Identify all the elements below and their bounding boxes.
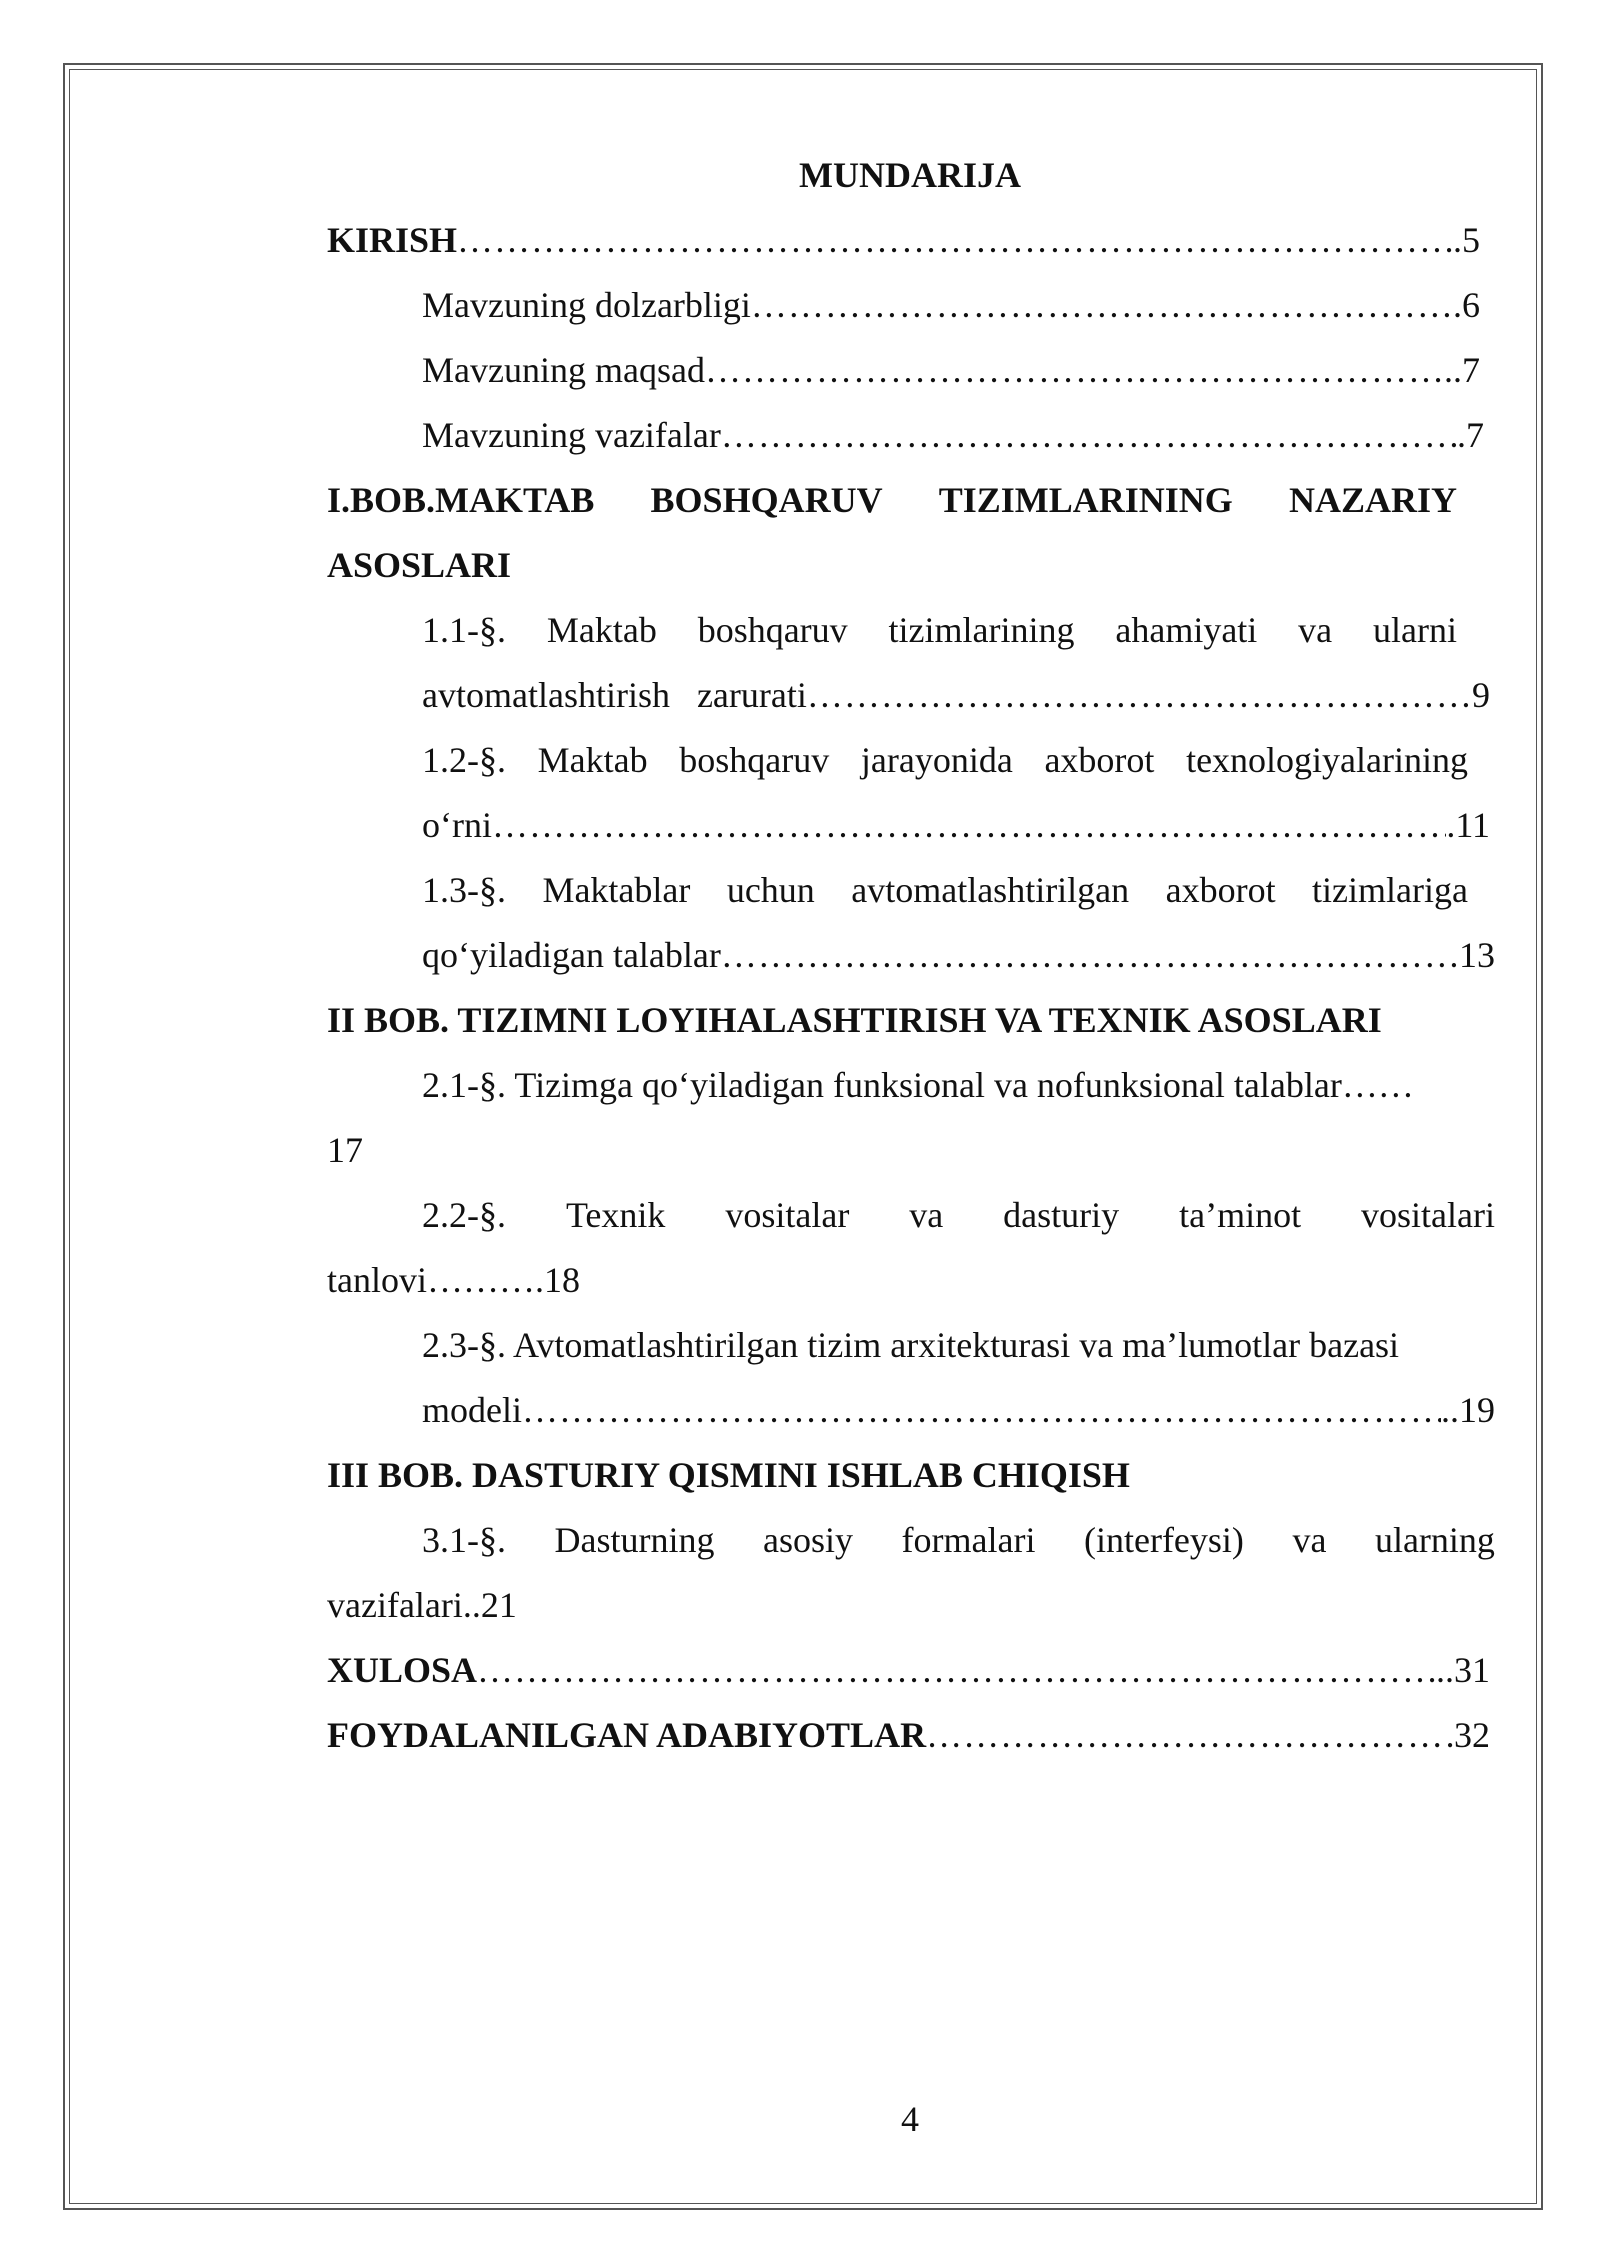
entry-word: 1.2-§.: [422, 740, 506, 780]
entry-word: boshqaruv: [679, 740, 830, 780]
toc-entry-label: Mavzuning vazifalar: [422, 415, 721, 455]
toc-page-number: .5: [1453, 220, 1480, 260]
toc-entry-2-1[interactable]: 2.1-§. Tizimga qo‘yiladigan funksional va nofunksional talablar……: [422, 1065, 1414, 1105]
entry-word: ta’minot: [1179, 1195, 1302, 1235]
toc-entry-3-1-cont: vazifalari..21: [327, 1585, 517, 1625]
entry-word: avtomatlashtirilgan: [851, 870, 1130, 910]
toc-entry-1-1[interactable]: [422, 608, 1457, 652]
toc-entry-kirish[interactable]: [327, 218, 1480, 262]
entry-word: Maktablar: [542, 870, 691, 910]
toc-title: MUNDARIJA: [799, 155, 1021, 195]
toc-entry-label: qo‘yiladigan talablar: [422, 935, 721, 975]
toc-entry-1-3[interactable]: [422, 868, 1468, 912]
toc-leader-dots: [492, 803, 1446, 847]
toc-entry-2-2[interactable]: [422, 1193, 1495, 1237]
entry-word: tizimlariga: [1312, 870, 1468, 910]
toc-entry-label: Mavzuning dolzarbligi: [422, 285, 751, 325]
toc-entry-1-1-cont[interactable]: [422, 673, 1490, 717]
entry-word: Maktab: [546, 610, 657, 650]
entry-word: Texnik: [565, 1195, 666, 1235]
entry-word: dasturiy: [1003, 1195, 1120, 1235]
toc-page-number: ..19: [1441, 1390, 1495, 1430]
heading-word: I.BOB.MAKTAB: [327, 480, 595, 520]
entry-word: vositalar: [725, 1195, 850, 1235]
toc-entry-label: avtomatlashtirish zarurati: [422, 675, 807, 715]
entry-word: tizimlarining: [888, 610, 1075, 650]
toc-entry-adabiyotlar[interactable]: [327, 1713, 1490, 1757]
toc-entry-label: modeli: [422, 1390, 522, 1430]
toc-entry-label: FOYDALANILGAN ADABIYOTLAR: [327, 1715, 927, 1755]
heading-word: NAZARIY: [1288, 480, 1457, 520]
toc-entry-label: XULOSA: [327, 1650, 478, 1690]
toc-leader-dots: [721, 933, 1459, 977]
entry-word: axborot: [1165, 870, 1276, 910]
entry-word: 1.3-§.: [422, 870, 506, 910]
toc-entry-2-1-page: 17: [327, 1130, 363, 1170]
entry-word: boshqaruv: [697, 610, 848, 650]
toc-leader-dots: [522, 1388, 1441, 1432]
entry-word: formalari: [901, 1520, 1036, 1560]
toc-page-number: 32: [1454, 1715, 1490, 1755]
toc-entry-2-2-cont: tanlovi……….18: [327, 1260, 580, 1300]
toc-entry-3-1[interactable]: [422, 1518, 1495, 1562]
toc-entry-maqsad[interactable]: [422, 348, 1480, 392]
entry-word: asosiy: [763, 1520, 854, 1560]
heading-word: TIZIMLARINING: [938, 480, 1233, 520]
chapter2-heading[interactable]: II BOB. TIZIMNI LOYIHALASHTIRISH VA TEXNIK ASOSLARI: [327, 1000, 1382, 1040]
toc-entry-label: Mavzuning maqsad: [422, 350, 705, 390]
entry-word: texnologiyalarining: [1186, 740, 1468, 780]
toc-page-number: .7: [1457, 415, 1484, 455]
toc-entry-1-2-cont[interactable]: [422, 803, 1490, 847]
page-number: 4: [901, 2099, 919, 2139]
toc-page-number: .6: [1453, 285, 1480, 325]
toc-entry-dolzarbligi[interactable]: [422, 283, 1480, 327]
entry-word: Dasturning: [554, 1520, 715, 1560]
toc-leader-dots: [477, 1648, 1436, 1692]
entry-word: va: [909, 1195, 944, 1235]
toc-page-number: .11: [1446, 805, 1490, 845]
toc-entry-1-3-cont[interactable]: [422, 933, 1495, 977]
entry-word: 3.1-§.: [422, 1520, 506, 1560]
entry-word: 1.1-§.: [422, 610, 506, 650]
entry-word: vositalari: [1361, 1195, 1495, 1235]
toc-page-number: 13: [1459, 935, 1495, 975]
entry-word: va: [1292, 1520, 1327, 1560]
toc-leader-dots: [807, 673, 1472, 717]
entry-word: 2.2-§.: [422, 1195, 506, 1235]
toc-leader-dots: [457, 218, 1453, 262]
toc-leader-dots: [751, 283, 1453, 327]
entry-word: ularni: [1373, 610, 1457, 650]
toc-entry-1-2[interactable]: [422, 738, 1468, 782]
entry-word: ahamiyati: [1115, 610, 1258, 650]
entry-word: uchun: [726, 870, 815, 910]
toc-leader-dots: [926, 1713, 1454, 1757]
entry-word: (interfeysi): [1083, 1520, 1244, 1560]
chapter3-heading[interactable]: III BOB. DASTURIY QISMINI ISHLAB CHIQISH: [327, 1455, 1130, 1495]
toc-entry-2-3-cont[interactable]: [422, 1388, 1495, 1432]
toc-leader-dots: [721, 413, 1457, 457]
toc-entry-label: KIRISH: [327, 220, 458, 260]
toc-entry-label: o‘rni: [422, 805, 492, 845]
entry-word: axborot: [1044, 740, 1155, 780]
chapter1-heading-cont: ASOSLARI: [327, 545, 512, 585]
toc-page-number: 9: [1472, 675, 1490, 715]
toc-page-number: ..31: [1436, 1650, 1490, 1690]
toc-leader-dots: [705, 348, 1444, 392]
heading-word: BOSHQARUV: [650, 480, 883, 520]
toc-entry-xulosa[interactable]: [327, 1648, 1490, 1692]
entry-word: Maktab: [537, 740, 648, 780]
entry-word: va: [1298, 610, 1333, 650]
chapter1-heading[interactable]: [327, 478, 1457, 522]
entry-word: ularning: [1374, 1520, 1495, 1560]
toc-entry-2-3[interactable]: 2.3-§. Avtomatlashtirilgan tizim arxitekturasi va ma’lumotlar bazasi: [422, 1325, 1400, 1365]
toc-page-number: ..7: [1444, 350, 1480, 390]
entry-word: jarayonida: [860, 740, 1013, 780]
toc-entry-vazifalar[interactable]: [422, 413, 1484, 457]
